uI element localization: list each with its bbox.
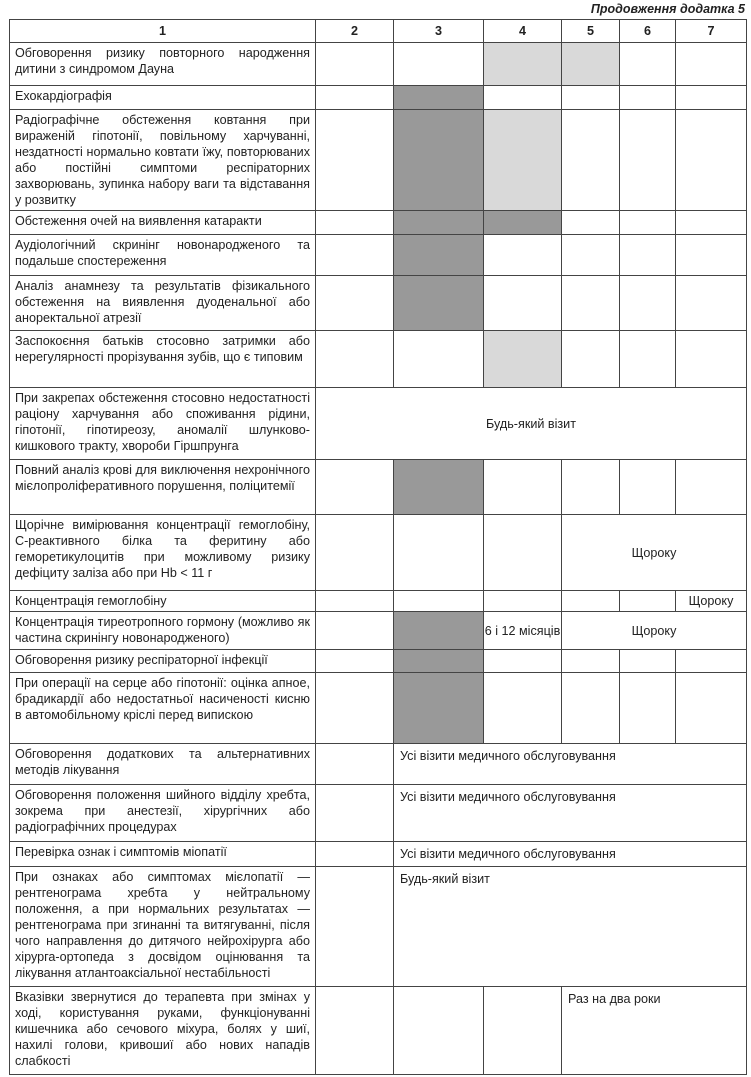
row-description: Ехокардіографія [10,86,316,110]
any-visit-note: Будь-який візит [394,867,747,987]
table-row [10,331,747,388]
row-description: Обговорення ризику повторного народження дитини з синдромом Дауна [10,43,316,86]
table-row [10,842,747,867]
schedule-table [9,19,747,1075]
column-header: 2 [316,20,394,43]
table-row [10,591,747,612]
column-header: 6 [620,20,676,43]
table-row [10,388,747,460]
row-description: При ознаках або симптомах мієлопатії — рентгенограма хребта у нейтральному положення, а при нормальних результатах — рентгенограма при згинанні та витягуванні, після чого направлення до дитячого нейрохірурга або хірурга-ортопеда з досвідом оцінювання та лікування атлантоаксіальної нестабільності [10,867,316,987]
row-description: Обговорення ризику респіраторної інфекції [10,650,316,673]
column-header: 7 [676,20,747,43]
table-row [10,744,747,785]
row-description: Обстеження очей на виявлення катаракти [10,211,316,235]
table-row [10,86,747,110]
header-row [10,20,747,43]
table-row [10,987,747,1075]
row-description: Обговорення додаткових та альтернативних методів лікування [10,744,316,785]
row-description: Обговорення положення шийного відділу хребта, зокрема при анестезії, хірургічних або радіографічних процедурах [10,785,316,842]
table-row [10,43,747,86]
row-description: Повний аналіз крові для виключення нехронічного мієлопроліферативного порушення, поліцитемії [10,460,316,515]
column-header: 5 [562,20,620,43]
table-row [10,110,747,211]
all-visits-note: Усі візити медичного обслуговування [394,744,747,785]
table-row [10,612,747,650]
table-row [10,211,747,235]
biennial-note: Раз на два роки [562,987,747,1075]
column-header: 1 [10,20,316,43]
row-description: Концентрація гемоглобіну [10,591,316,612]
row-description: Радіографічне обстеження ковтання при вираженій гіпотонії, повільному харчуванні, нездатності нормально ковтати їжу, повторюваних або постійні симптоми респіраторних захворювань, зупинка набору ваги та відставання у розвитку [10,110,316,211]
table-row [10,235,747,276]
table-caption: Продовження додатка 5 [590,2,745,16]
months-note: 6 і 12 місяців [484,612,562,650]
table-row [10,650,747,673]
table-row [10,673,747,744]
table-row [10,867,747,987]
annual-note: Щороку [676,591,747,612]
row-description: При операції на серце або гіпотонії: оцінка апное, брадикардії або недостатньої насиченості кисню в автомобільному кріслі перед випискою [10,673,316,744]
row-description: Заспокоєння батьків стосовно затримки або нерегулярності прорізування зубів, що є типовим [10,331,316,388]
row-description: Щорічне вимірювання концентрації гемоглобіну, С-реактивного білка та феритину або геморетикулоцитів при можливому ризику дефіциту заліза або при Hb < 11 г [10,515,316,591]
any-visit-note: Будь-який візит [316,388,747,460]
row-description: При закрепах обстеження стосовно недостатності раціону харчування або споживання рідини, гіпотонії, гіпотиреозу, аномалії шлунково-кишкового тракту, хвороби Гіршпрунга [10,388,316,460]
row-description: Вказівки звернутися до терапевта при змінах у ході, користування руками, функціонуванні кишечника або сечового міхура, болях у шиї, нахилі голови, кривошиї або нових нападів слабкості [10,987,316,1075]
row-description: Перевірка ознак і симптомів міопатії [10,842,316,867]
row-description: Концентрація тиреотропного гормону (можливо як частина скринінгу новонародженого) [10,612,316,650]
table-row [10,785,747,842]
column-header: 3 [394,20,484,43]
table-row [10,515,747,591]
all-visits-note: Усі візити медичного обслуговування [394,842,747,867]
table-row [10,276,747,331]
annual-note: Щороку [562,515,747,591]
all-visits-note: Усі візити медичного обслуговування [394,785,747,842]
column-header: 4 [484,20,562,43]
row-description: Аудіологічний скринінг новонародженого та подальше спостереження [10,235,316,276]
row-description: Аналіз анамнезу та результатів фізикального обстеження на виявлення дуоденальної або аноректальної атрезії [10,276,316,331]
annual-note: Щороку [562,612,747,650]
table-row [10,460,747,515]
